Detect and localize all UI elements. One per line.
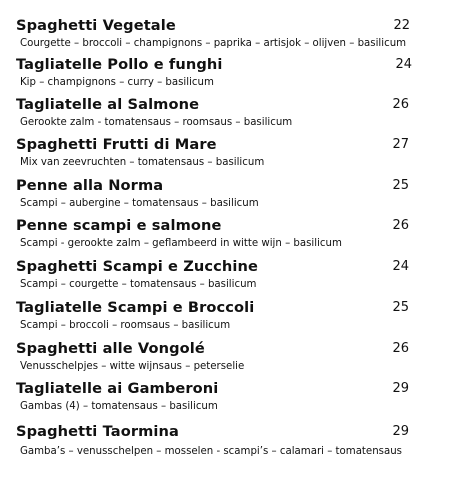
dish-price: 26	[392, 341, 409, 356]
dish-price: 26	[392, 218, 409, 233]
dish-name: Tagliatelle Scampi e Broccoli	[16, 299, 255, 316]
dish-name: Tagliatelle ai Gamberoni	[16, 380, 219, 397]
dish-description: Courgette – broccoli – champignons – paprika – artisjok – olijven – basilicum	[20, 38, 407, 49]
dish-name: Spaghetti Vegetale	[16, 17, 176, 34]
menu-item-spaghetti-frutti-di-mare	[0, 136, 452, 176]
dish-name: Penne alla Norma	[16, 177, 164, 194]
dish-price: 27	[392, 137, 409, 152]
dish-name: Tagliatelle Pollo e funghi	[16, 56, 223, 73]
dish-description: Mix van zeevruchten – tomatensaus – basilicum	[20, 157, 265, 168]
menu-item-tagliatelle-ai-gamberoni	[0, 380, 452, 420]
menu-item-tagliatelle-scampi-e-broccoli	[0, 299, 452, 339]
dish-name: Spaghetti Taormina	[16, 423, 179, 440]
menu-item-spaghetti-scampi-e-zucchine	[0, 258, 452, 298]
dish-description: Scampi – courgette – tomatensaus – basilicum	[20, 279, 257, 290]
dish-name: Spaghetti Scampi e Zucchine	[16, 258, 258, 275]
dish-price: 26	[392, 97, 409, 112]
menu-item-spaghetti-alle-vongole	[0, 340, 452, 380]
dish-name: Penne scampi e salmone	[16, 217, 222, 234]
menu-item-penne-alla-norma	[0, 177, 452, 217]
dish-name: Spaghetti Frutti di Mare	[16, 136, 217, 153]
menu-item-spaghetti-vegetale	[0, 17, 452, 57]
dish-description: Scampi – aubergine – tomatensaus – basilicum	[20, 198, 259, 209]
dish-price: 22	[393, 18, 410, 33]
dish-description: Venusschelpjes – witte wijnsaus – peterselie	[20, 361, 245, 372]
dish-name: Spaghetti alle Vongolé	[16, 340, 205, 357]
menu-item-spaghetti-taormina	[0, 423, 452, 463]
dish-description: Scampi - gerookte zalm – geflambeerd in witte wijn – basilicum	[20, 238, 342, 249]
menu-item-tagliatelle-pollo-e-funghi	[0, 56, 452, 96]
dish-description: Gerookte zalm - tomatensaus – roomsaus – basilicum	[20, 117, 293, 128]
dish-description: Kip – champignons – curry – basilicum	[20, 77, 214, 88]
dish-description: Gambas (4) – tomatensaus – basilicum	[20, 401, 218, 412]
dish-description: Scampi – broccoli – roomsaus – basilicum	[20, 320, 231, 331]
dish-price: 25	[392, 300, 409, 315]
menu-item-tagliatelle-al-salmone	[0, 96, 452, 136]
dish-price: 29	[392, 424, 409, 439]
menu-item-penne-scampi-e-salmone	[0, 217, 452, 257]
dish-price: 24	[392, 259, 409, 274]
dish-description: Gamba’s – venusschelpen – mosselen - scampi’s – calamari – tomatensaus	[20, 446, 402, 457]
dish-price: 24	[395, 57, 412, 72]
dish-name: Tagliatelle al Salmone	[16, 96, 200, 113]
dish-price: 29	[392, 381, 409, 396]
dish-price: 25	[392, 178, 409, 193]
